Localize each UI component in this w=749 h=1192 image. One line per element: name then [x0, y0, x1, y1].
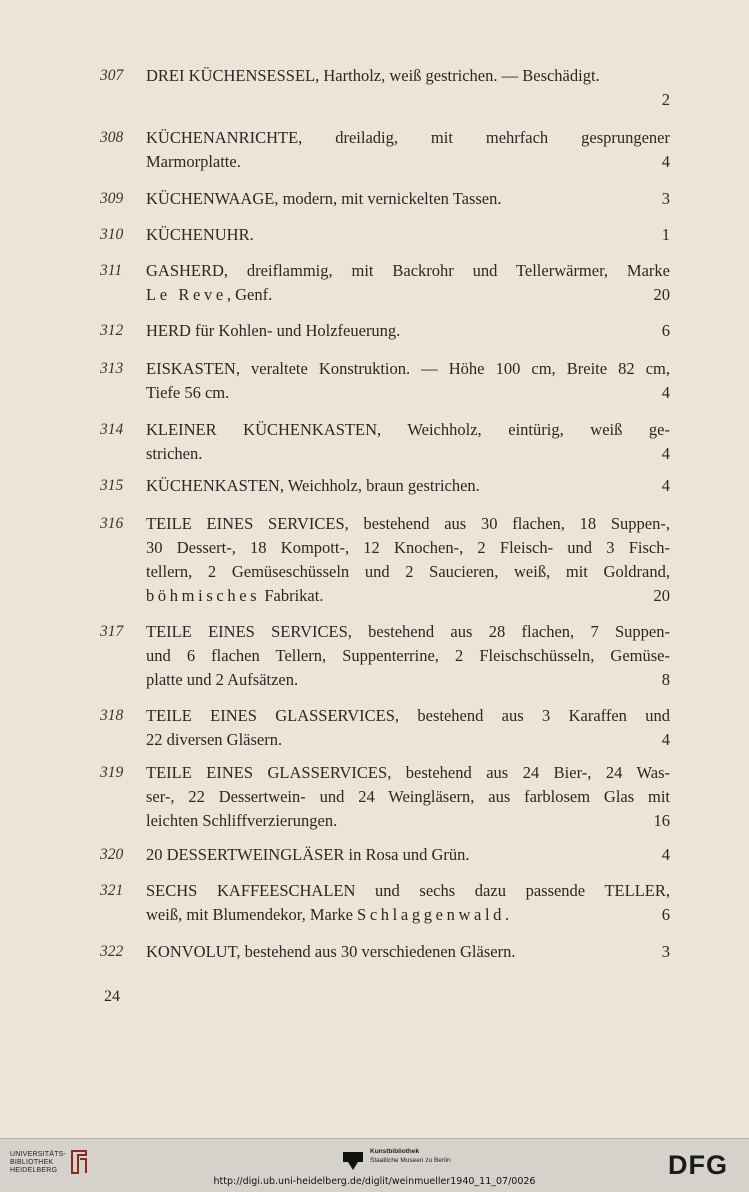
lot-price: 4	[661, 476, 670, 495]
lot-number: 319	[100, 764, 124, 781]
library-emblem-icon	[68, 1147, 90, 1177]
lot-number: 308	[100, 129, 124, 146]
lot-number: 309	[100, 190, 124, 207]
lot-price: 4	[661, 845, 670, 864]
lot-description-line	[146, 584, 670, 608]
lot-number: 307	[100, 67, 124, 84]
lot-description-line: und 6 flachen Tellern, Suppenterrine, 2 Fleischschüsseln, Gemüse-	[146, 646, 670, 665]
lot-description: KÜCHENWAAGE, modern, mit vernickelten Tassen.	[146, 189, 502, 208]
lot-description-line: Tiefe 56 cm.	[146, 383, 230, 402]
lot-description-line	[146, 903, 670, 927]
lot-price: 4	[661, 383, 670, 402]
lot-description: TEILE EINES SERVICES, bestehend aus 30 flachen, 18 Suppen-,	[146, 514, 670, 533]
lot-price: 1	[661, 225, 670, 244]
lot-description: KÜCHENUHR.	[146, 225, 254, 244]
lot-description: 20 DESSERTWEINGLÄSER in Rosa und Grün.	[146, 845, 470, 864]
lot-description-line: platte und 2 Aufsätzen.	[146, 670, 299, 689]
library-line: UNIVERSITÄTS-	[10, 1151, 67, 1158]
kunstbibliothek-text	[370, 1147, 451, 1165]
lot-description-line: strichen.	[146, 444, 203, 463]
lot-price: 3	[661, 189, 670, 208]
lot-description: EISKASTEN, veraltete Konstruktion. — Höhe 100 cm, Breite 82 cm,	[146, 359, 670, 378]
lot-price: 8	[661, 670, 670, 689]
lot-price: 4	[661, 152, 670, 171]
lot-price: 3	[661, 942, 670, 961]
lot-number: 316	[100, 515, 124, 532]
lot-description-rest: , Genf.	[226, 285, 273, 304]
lot-price: 20	[653, 586, 670, 605]
lot-price: 20	[653, 285, 670, 304]
lot-description: KÜCHENKASTEN, Weichholz, braun gestrichen.	[146, 476, 480, 495]
lot-number: 318	[100, 707, 124, 724]
lot-description: TEILE EINES GLASSERVICES, bestehend aus 24 Bier-, 24 Was-	[146, 763, 670, 782]
lot-number: 314	[100, 421, 124, 438]
lot-price: 4	[661, 444, 670, 463]
kunstbibliothek-title: Kunstbibliothek	[370, 1148, 420, 1155]
lot-description: GASHERD, dreiflammig, mit Backrohr und Tellerwärmer, Marke	[146, 261, 670, 280]
lot-description-line: Marmorplatte.	[146, 152, 241, 171]
lot-number: 312	[100, 322, 124, 339]
kunstbibliothek-subtitle: Staatliche Museen zu Berlin	[370, 1157, 451, 1164]
lot-number: 320	[100, 846, 124, 863]
lot-number: 317	[100, 623, 124, 640]
university-library-logo	[10, 1151, 66, 1175]
lot-description-rest: Fabrikat.	[260, 586, 324, 605]
lot-description-line: ser-, 22 Dessertwein- und 24 Weingläsern, aus farblosem Glas mit	[146, 787, 670, 806]
kunstbibliothek-logo-icon	[342, 1151, 364, 1171]
lot-description-line: 30 Dessert-, 18 Kompott-, 12 Knochen-, 2 Fleisch- und 3 Fisch-	[146, 538, 670, 557]
lot-description: KONVOLUT, bestehend aus 30 verschiedenen Gläsern.	[146, 942, 516, 961]
lot-number: 313	[100, 360, 124, 377]
lot-description: HERD für Kohlen- und Holzfeuerung.	[146, 321, 401, 340]
library-line: HEIDELBERG	[10, 1167, 58, 1174]
lot-description-line: tellern, 2 Gemüseschüsseln und 2 Saucieren, weiß, mit Goldrand,	[146, 562, 670, 581]
lot-number: 321	[100, 882, 124, 899]
lot-description-line: leichten Schliffverzierungen.	[146, 811, 338, 830]
lot-description: KÜCHENANRICHTE, dreiladig, mit mehrfach gesprungener	[146, 128, 670, 147]
lot-description-rest: .	[505, 905, 510, 924]
lot-description-line: 22 diversen Gläsern.	[146, 730, 283, 749]
lot-number: 310	[100, 226, 124, 243]
lot-description: TEILE EINES SERVICES, bestehend aus 28 flachen, 7 Suppen-	[146, 622, 670, 641]
lot-description: DREI KÜCHENSESSEL, Hartholz, weiß gestrichen. — Beschädigt.	[146, 66, 600, 85]
lot-description-line	[146, 283, 670, 307]
spaced-name: böhmisches	[146, 586, 261, 605]
spaced-name: Schlaggenwald	[357, 905, 506, 924]
lot-number: 315	[100, 477, 124, 494]
lot-price: 16	[653, 811, 670, 830]
lot-price: 6	[661, 905, 670, 924]
lot-price: 2	[661, 90, 670, 109]
source-url[interactable]: http://digi.ub.uni-heidelberg.de/diglit/weinmueller1940_11_07/0026	[213, 1176, 536, 1187]
lot-price: 4	[661, 730, 670, 749]
lot-description: KLEINER KÜCHENKASTEN, Weichholz, eintürig, weiß ge-	[146, 420, 670, 439]
dfg-logo: DFG	[668, 1150, 728, 1180]
lot-number: 322	[100, 943, 124, 960]
spaced-name: Le Reve	[146, 285, 227, 304]
page-number: 24	[104, 988, 120, 1005]
lot-description: SECHS KAFFEESCHALEN und sechs dazu passende TELLER,	[146, 881, 670, 900]
lot-description-pre: weiß, mit Blumendekor, Marke	[146, 905, 358, 924]
lot-description: TEILE EINES GLASSERVICES, bestehend aus 3 Karaffen und	[146, 706, 670, 725]
lot-price: 6	[661, 321, 670, 340]
library-line: BIBLIOTHEK	[10, 1159, 54, 1166]
lot-number: 311	[100, 262, 123, 279]
